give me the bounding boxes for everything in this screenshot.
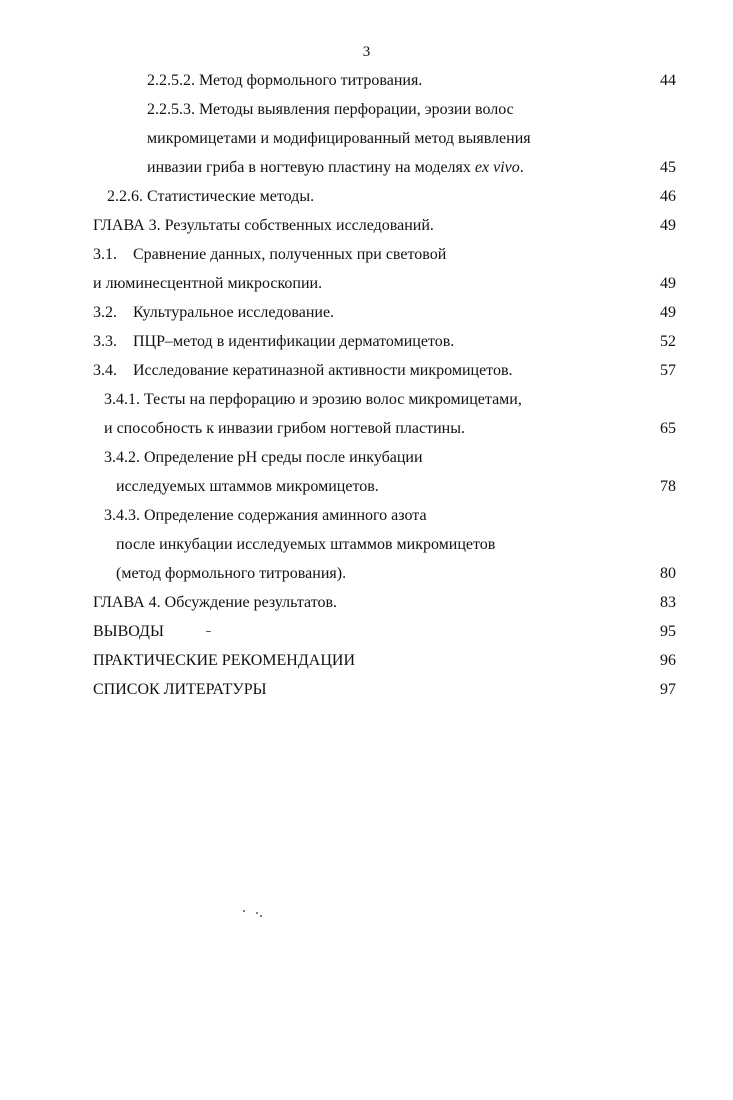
toc-row [0,617,733,646]
toc-page-number: 83 [660,594,676,611]
table-of-contents [0,66,733,704]
toc-row [0,269,733,298]
toc-section-number: 3.4. [93,362,117,379]
toc-entry-text: ПЦР–метод в идентификации дерматомицетов. [133,333,455,350]
toc-entry-end: . [519,159,524,176]
toc-row [0,501,733,530]
toc-entry-text: инвазии гриба в ногтевую пластину на моделях [147,159,471,176]
toc-row [0,675,733,704]
toc-row [0,559,733,588]
toc-row [0,66,733,95]
toc-row [0,385,733,414]
toc-entry-text: ПРАКТИЧЕСКИЕ РЕКОМЕНДАЦИИ [93,652,355,669]
toc-page-number: 80 [660,565,676,582]
toc-row [0,356,733,385]
toc-row [0,327,733,356]
toc-entry-text: 3.4.3. Определение содержания аминного азота [104,507,427,524]
toc-row [0,124,733,153]
toc-entry-text: после инкубации исследуемых штаммов микромицетов [116,536,496,553]
toc-entry-text: микромицетами и модифицированный метод выявления [147,130,531,147]
toc-entry [93,240,446,269]
scan-speck [243,910,245,912]
toc-entry-text: ГЛАВА 3. Результаты собственных исследований. [93,217,434,234]
toc-page-number: 96 [660,652,676,669]
toc-row [0,95,733,124]
toc-page-number: 65 [660,420,676,437]
toc-entry [93,356,513,385]
toc-row [0,182,733,211]
toc-page-number: 97 [660,681,676,698]
toc-entry-text: Исследование кератиназной активности микромицетов. [133,362,513,379]
toc-section-number: 3.3. [93,333,117,350]
toc-entry-italic: ex vivo [474,159,520,176]
toc-section-number: 3.2. [93,304,117,321]
toc-entry-text: (метод формольного титрования). [116,565,347,582]
toc-page-number: 95 [660,623,676,640]
toc-entry-text: 2.2.5.3. Методы выявления перфорации, эрозии волос [147,101,514,118]
toc-entry-text: 2.2.5.2. Метод формольного титрования. [147,72,423,89]
scan-speck [260,915,262,917]
toc-row [0,414,733,443]
toc-entry [147,153,524,182]
toc-row [0,298,733,327]
toc-page-number: 44 [660,72,676,89]
toc-entry-text: ВЫВОДЫ [93,623,164,640]
toc-entry-text: 3.4.1. Тесты на перфорацию и эрозию волос микромицетами, [104,391,522,408]
toc-row [0,530,733,559]
toc-page-number: 78 [660,478,676,495]
toc-entry [93,327,454,356]
scan-speck [256,912,258,914]
toc-entry-text: и люминесцентной микроскопии. [93,275,323,292]
toc-entry-text: ГЛАВА 4. Обсуждение результатов. [93,594,338,611]
toc-row [0,646,733,675]
toc-entry-text: Сравнение данных, полученных при световой [133,246,447,263]
toc-entry-text: 2.2.6. Статистические методы. [107,188,315,205]
toc-row [0,472,733,501]
toc-page-number: 52 [660,333,676,350]
toc-page-number: 57 [660,362,676,379]
scan-speck [206,631,211,632]
toc-section-number: 3.1. [93,246,117,263]
toc-entry-text: и способность к инвазии грибом ногтевой пластины. [104,420,465,437]
toc-entry [93,298,334,327]
toc-row [0,240,733,269]
page-number: 3 [362,44,371,60]
toc-page-number: 49 [660,275,676,292]
toc-page-number: 45 [660,159,676,176]
toc-row [0,588,733,617]
toc-entry-text: СПИСОК ЛИТЕРАТУРЫ [93,681,267,698]
toc-entry-text: Культуральное исследование. [133,304,335,321]
toc-page-number: 46 [660,188,676,205]
toc-page-number: 49 [660,217,676,234]
toc-entry-text: исследуемых штаммов микромицетов. [116,478,379,495]
toc-page-number: 49 [660,304,676,321]
toc-row [0,211,733,240]
toc-row [0,153,733,182]
toc-entry-text: 3.4.2. Определение pH среды после инкубации [104,449,423,466]
toc-row [0,443,733,472]
